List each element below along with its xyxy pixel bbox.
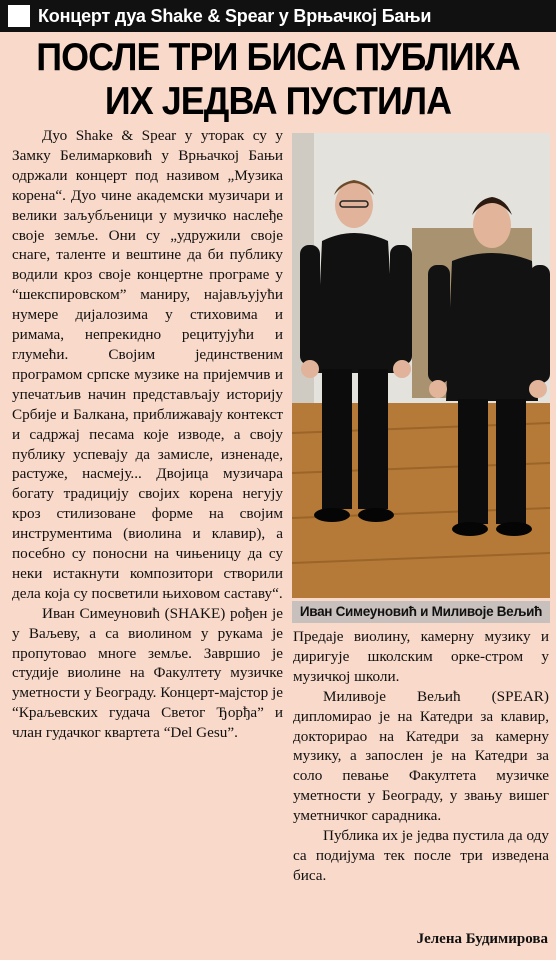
section-kicker: Концерт дуа Shake & Spear у Врњачкој Бањи	[38, 5, 432, 26]
headline-line-2: ИХ ЈЕДВА ПУСТИЛА	[104, 80, 452, 123]
photo-caption: Иван Симеуновић и Миливоје Вељић	[292, 601, 550, 623]
article-paragraph: Предаје виолину, камерну музику и диригује школским орке-стром у музичкој школи.	[293, 628, 549, 685]
article-paragraph: Миливоје Вељић (SPEAR) дипломирао је на Катедри за клавир, докторирао на Катедри за камерну музику, а запослен је на Катедри за соло певање Факултета музичке уметности у Београду, у звању вишег уметничког сарадника.	[293, 687, 549, 825]
article-column-right	[293, 627, 549, 886]
article-column-left	[12, 126, 283, 743]
headline-line-1: ПОСЛЕ ТРИ БИСА ПУБЛИКА	[36, 36, 520, 79]
article-paragraph: Дуо Shake & Spear у уторак су у Замку Белимарковић у Врњачкој Бањи одржали концерт под називом „Музика корена“. Дуо чине академски музичари и велики заљубљеници у музичко наслеђе своје земље. Они су „удружили своје снаге, таленте и вештине да би публику водили кроз своје концертне програме у “шекспировском” маниру, најављујући нумере дијалозима у стиховима и римама, непрекидно рецитујући и глумећи. Својим јединственим програмом српске музике на пријемчив и упечатљив начин представљају историју Србије и Балкана, приближавају контекст и садржај песама које изводе, а своју публику успевају да замисле, изненаде, растуже, насмеју... Двојица музичара богату традицију својих корена негују кроз стилизоване форме на својим инструментима (виолина и клавир), а посебно су поносни на чињеницу да су неки истакнути композитори створили дела која су посветили њиховом саставу“.	[12, 127, 283, 602]
photo-illustration	[292, 133, 550, 598]
article-author: Јелена Будимирова	[416, 931, 548, 947]
article-paragraph: Иван Симеуновић (SHAKE) рођен је у Ваљеву, а са виолином у рукама је пропутовао многе земље. Завршио је студије виолине на Факултету музичке уметности у Београду. Концерт-мајстор је “Краљевских гудача Светог Ђорђа” и члан гудачког квартета “Del Gesu”.	[12, 604, 283, 742]
article-paragraph: Публика их је једва пустила да оду са подијума тек после три изведена биса.	[293, 827, 549, 884]
headline	[22, 36, 534, 124]
section-header-bar	[0, 0, 556, 32]
header-square-icon	[8, 5, 30, 27]
article-photo	[292, 133, 550, 598]
